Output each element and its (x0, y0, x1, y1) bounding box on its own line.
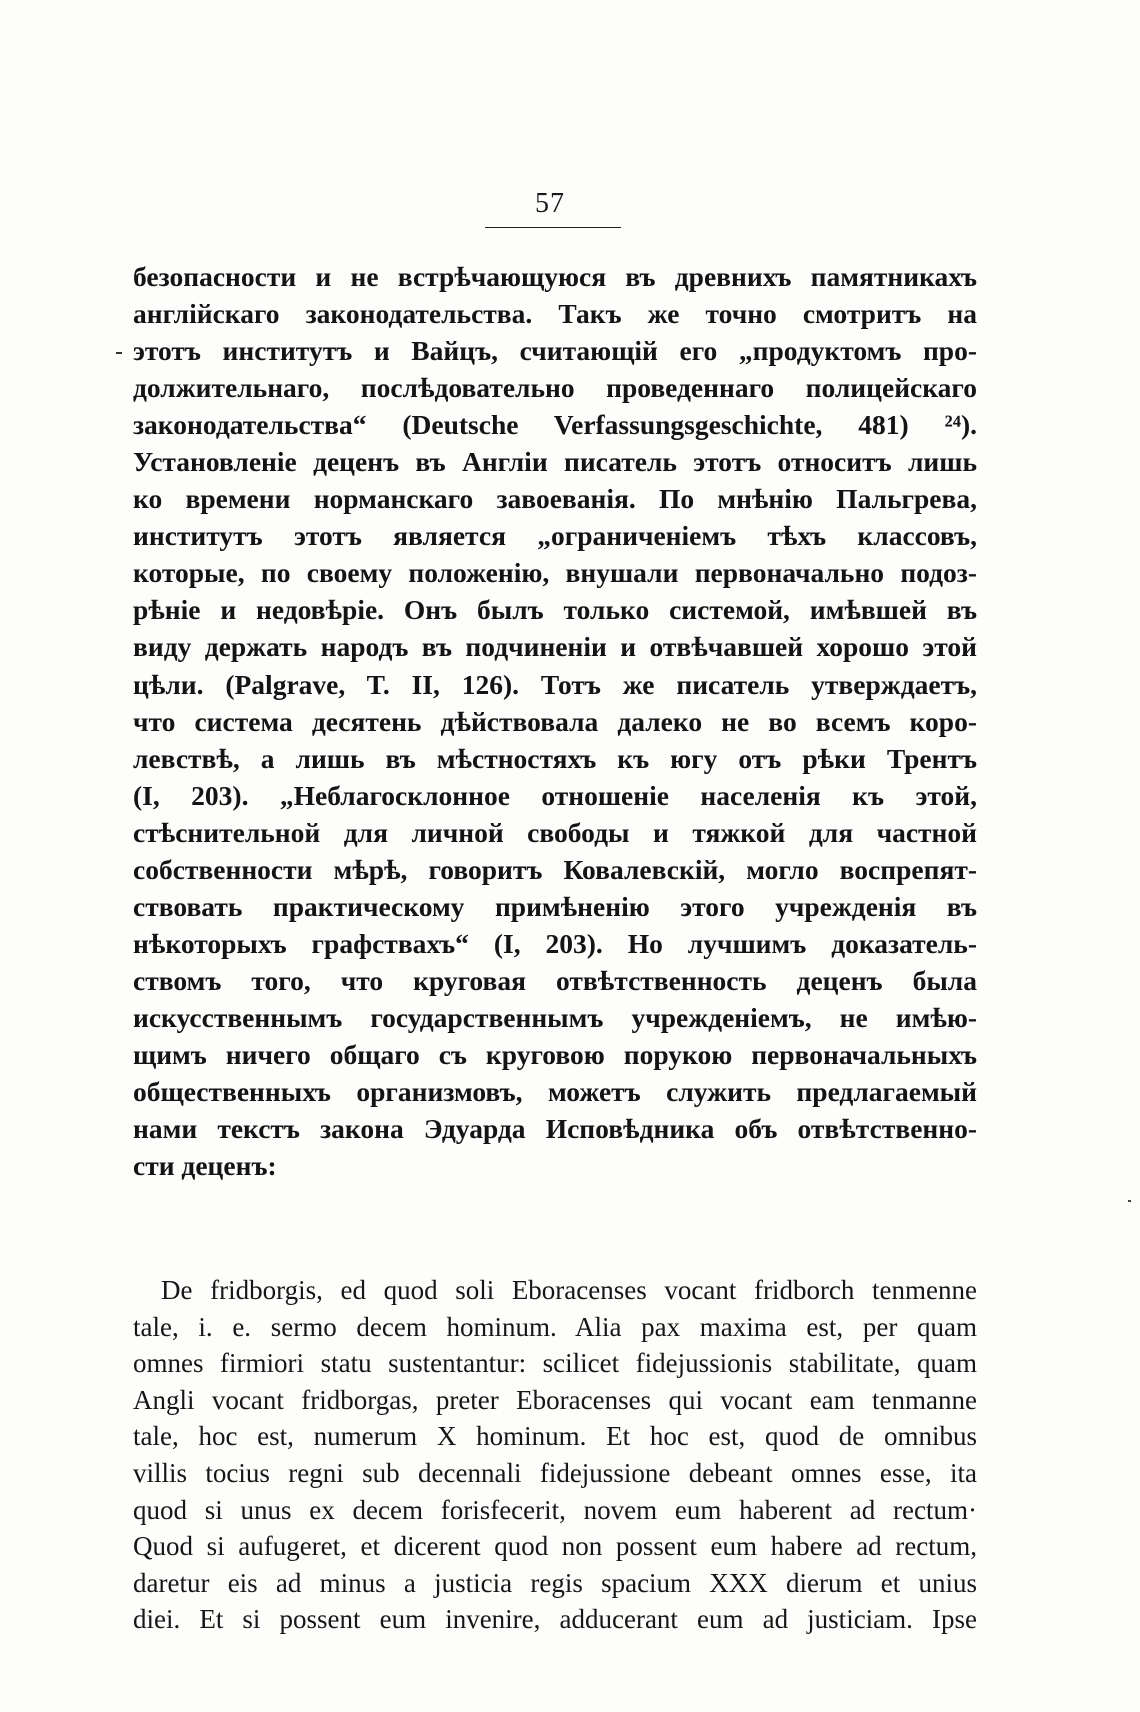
text-line: tale, hoc est, numerum X hominum. Et hoc est, quod de omnibus (133, 1421, 977, 1452)
text-line: Установленіе деценъ въ Англіи писатель этотъ относитъ лишь (133, 446, 977, 478)
text-line: цѣли. (Palgrave, T. II, 126). Тотъ же писатель утверждаетъ, (133, 668, 977, 700)
text-line: которые, по своему положенію, внушали первоначально подоз- (133, 557, 977, 589)
text-line: De fridborgis, ed quod soli Eboracenses vocant fridborch tenmenne (161, 1275, 977, 1305)
text-line: нами текстъ закона Эдуарда Исповѣдника объ отвѣтственно- (133, 1113, 977, 1145)
text-line: Angli vocant fridborgas, preter Eboracenses qui vocant eam tenmanne (133, 1384, 977, 1415)
text-line: (I, 203). „Неблагосклонное отношеніе населенія къ этой, (133, 779, 977, 811)
text-line: quod si unus ex decem forisfecerit, novem eum haberent ad rectum· (133, 1494, 977, 1525)
latin-quotation (133, 1272, 977, 1638)
edge-mark (1128, 1200, 1131, 1202)
text-line: tale, i. e. sermo decem hominum. Alia pax maxima est, per quam (133, 1311, 977, 1342)
text-line: этотъ институтъ и Вайцъ, считающій его „продуктомъ про- (133, 335, 977, 367)
page-number: 57 (535, 188, 565, 219)
text-line: стѣснительной для личной свободы и тяжкой для частной (133, 816, 977, 848)
cyrillic-paragraph (133, 258, 977, 1184)
text-line: законодательства“ (Deutsche Verfassungsgeschichte, 481) ²⁴). (133, 409, 977, 441)
text-line: щимъ ничего общаго съ круговою порукою первоначальныхъ (133, 1038, 977, 1070)
text-line: безопасности и не встрѣчающуюся въ древнихъ памятникахъ (133, 261, 977, 292)
text-line: daretur eis ad minus a justicia regis spacium XXX dierum et unius (133, 1567, 977, 1598)
text-line: сти деценъ: (133, 1150, 277, 1182)
text-line: ствомъ того, что круговая отвѣтственность деценъ была (133, 964, 977, 996)
text-line: общественныхъ организмовъ, можетъ служить предлагаемый (133, 1076, 977, 1108)
text-line: ко времени норманскаго завоеванія. По мнѣнію Пальгрева, (133, 483, 977, 515)
text-line: omnes firmiori statu sustentantur: scilicet fidejussionis stabilitate, quam (133, 1348, 977, 1379)
header-rule (485, 227, 621, 228)
text-line: villis tocius regni sub decennali fidejussione debeant omnes esse, ita (133, 1457, 977, 1488)
text-line: diei. Et si possent eum invenire, adducerant eum ad justiciam. Ipse (133, 1604, 977, 1635)
text-line: виду держать народъ въ подчиненіи и отвѣчавшей хорошо этой (133, 631, 977, 663)
text-line: ствовать практическому примѣненію этого учрежденія въ (133, 890, 977, 922)
text-line: англійскаго законодательства. Такъ же точно смотритъ на (133, 298, 977, 330)
text-line: что система десятень дѣйствовала далеко не во всемъ коро- (133, 705, 977, 737)
text-line: левствѣ, а лишь въ мѣстностяхъ къ югу отъ рѣки Трентъ (133, 742, 977, 774)
text-line: рѣніе и недовѣріе. Онъ былъ только системой, имѣвшей въ (133, 594, 977, 626)
margin-mark (116, 352, 122, 354)
text-line: должительнаго, послѣдовательно проведеннаго полицейскаго (133, 372, 977, 404)
text-line: нѣкоторыхъ графствахъ“ (I, 203). Но лучшимъ доказатель- (133, 927, 977, 959)
text-line: искусственнымъ государственнымъ учрежденіемъ, не имѣю- (133, 1001, 977, 1033)
text-line: собственности мѣрѣ, говоритъ Ковалевскій, могло воспрепят- (133, 853, 977, 885)
text-line: институтъ этотъ является „ограниченіемъ тѣхъ классовъ, (133, 520, 977, 552)
text-line: Quod si aufugeret, et dicerent quod non possent eum habere ad rectum, (133, 1531, 977, 1562)
